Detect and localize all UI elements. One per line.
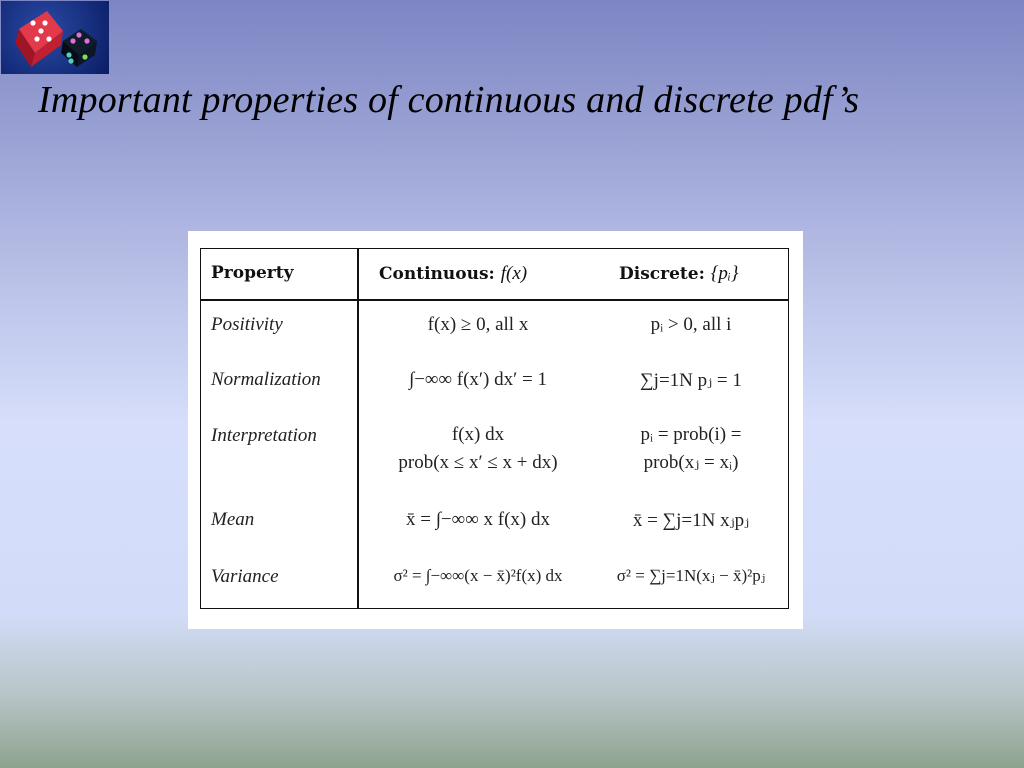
header-continuous-symbol: f(x) <box>500 263 528 284</box>
continuous-interpretation <box>358 421 598 477</box>
continuous-positivity: f(x) ≥ 0, all x <box>427 314 529 335</box>
continuous-interpretation-line1: f(x) dx <box>451 424 505 445</box>
discrete-variance: σ² = ∑j=1N(xⱼ − x̄)²pⱼ <box>616 566 766 585</box>
continuous-normalization: ∫−∞∞ f(x′) dx′ = 1 <box>408 369 548 390</box>
discrete-interpretation-line2: prob(xⱼ = xᵢ) <box>643 452 739 473</box>
header-discrete <box>619 263 738 285</box>
table-frame <box>200 248 789 609</box>
property-mean: Mean <box>211 509 255 530</box>
slide-title: Important properties of continuous and discrete pdf’s <box>38 79 860 121</box>
property-positivity: Positivity <box>211 314 283 335</box>
discrete-normalization: ∑j=1N pⱼ = 1 <box>640 370 742 391</box>
header-discrete-symbol: {pᵢ} <box>710 263 739 284</box>
header-property: Property <box>211 263 294 283</box>
discrete-interpretation-line1: pᵢ = prob(i) = <box>640 424 742 445</box>
header-continuous <box>379 263 527 285</box>
property-normalization: Normalization <box>211 369 321 390</box>
continuous-mean: x̄ = ∫−∞∞ x f(x) dx <box>406 509 550 530</box>
discrete-interpretation <box>596 421 786 477</box>
property-interpretation: Interpretation <box>211 425 317 446</box>
continuous-interpretation-line2: prob(x ≤ x′ ≤ x + dx) <box>398 452 558 473</box>
discrete-mean: x̄ = ∑j=1N xⱼpⱼ <box>632 510 750 531</box>
pdf-properties-table <box>188 231 803 629</box>
dice-logo-icon <box>1 1 109 74</box>
property-variance: Variance <box>211 566 279 587</box>
header-divider <box>201 299 788 301</box>
header-discrete-label: Discrete: <box>619 264 705 284</box>
discrete-positivity: pᵢ > 0, all i <box>650 314 732 335</box>
header-continuous-label: Continuous: <box>379 264 495 284</box>
continuous-variance: σ² = ∫−∞∞(x − x̄)²f(x) dx <box>393 566 563 585</box>
